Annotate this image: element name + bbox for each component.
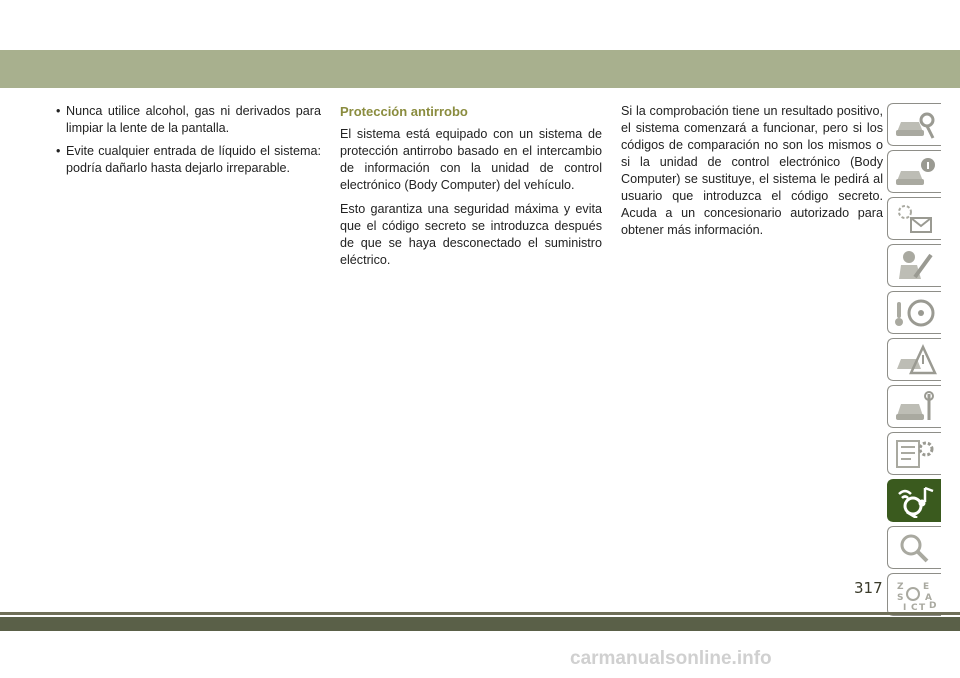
multimedia-icon [893,484,937,518]
tab-emergency[interactable] [887,338,941,381]
section-heading: Protección antirrobo [340,104,468,119]
svg-text:D: D [928,600,936,611]
paragraph: Si la comprobación tiene un resultado positivo, el sistema comenzará a funcionar, pero si los códigos de comparación no son los mismos o si la unidad de control electrónico (Body Computer) se sustituye, el sistema le pedirá al usuario que introduzca el código secreto. Acuda a un concesionario autorizado para obtener más información. [621,104,883,237]
paragraph: El sistema está equipado con un sistema de protección antirrobo basado en el intercambio de información con la unidad de control electrónico (Body Computer) del vehículo. [340,127,602,192]
specs-gear-icon [893,437,937,471]
emergency-icon [893,343,937,377]
tab-car-key[interactable] [887,103,941,146]
watermark: carmanualsonline.info [570,648,772,669]
paragraph: Esto garantiza una seguridad máxima y evita que el código secreto se introduzca después de que se haya desconectado el suministro eléctrico. [340,202,602,267]
page-number: 317 [854,579,883,597]
bullet-text: Nunca utilice alcohol, gas ni derivados para limpiar la lente de la pantalla. [66,104,321,135]
car-wrench-icon [893,390,937,424]
alphabet-icon [893,578,937,612]
svg-text:T: T [918,602,925,612]
top-band [0,50,960,88]
svg-text:C: C [910,602,918,612]
tab-warning-lights[interactable] [887,197,941,240]
search-icon [893,531,937,565]
tab-technical-specs[interactable] [887,432,941,475]
car-info-icon [893,155,937,189]
svg-text:E: E [922,581,929,592]
svg-text:Z: Z [896,581,904,592]
svg-text:I: I [902,602,906,612]
middle-column [340,103,602,276]
bottom-rule [0,612,960,615]
svg-text:A: A [924,592,932,603]
safety-icon [893,249,937,283]
bullet-dot: • [56,144,61,158]
bullet-item [51,143,321,177]
bottom-band [0,617,960,631]
tab-alphabetical[interactable] [887,573,941,616]
warning-lights-icon [893,202,937,236]
tab-index[interactable] [887,526,941,569]
tab-car-info[interactable] [887,150,941,193]
tab-multimedia[interactable] [887,479,941,522]
tab-safety[interactable] [887,244,941,287]
left-column [51,103,321,183]
steering-wheel-icon [893,296,937,330]
bullet-item [51,103,321,137]
car-key-icon [893,108,937,142]
tab-starting-driving[interactable] [887,291,941,334]
bullet-dot: • [56,104,61,118]
chapter-tabs [887,103,944,620]
tab-maintenance[interactable] [887,385,941,428]
bullet-text: Evite cualquier entrada de líquido el sistema: podría dañarlo hasta dejarlo irreparable. [66,144,321,175]
right-column [621,103,883,246]
svg-text:S: S [896,592,903,603]
